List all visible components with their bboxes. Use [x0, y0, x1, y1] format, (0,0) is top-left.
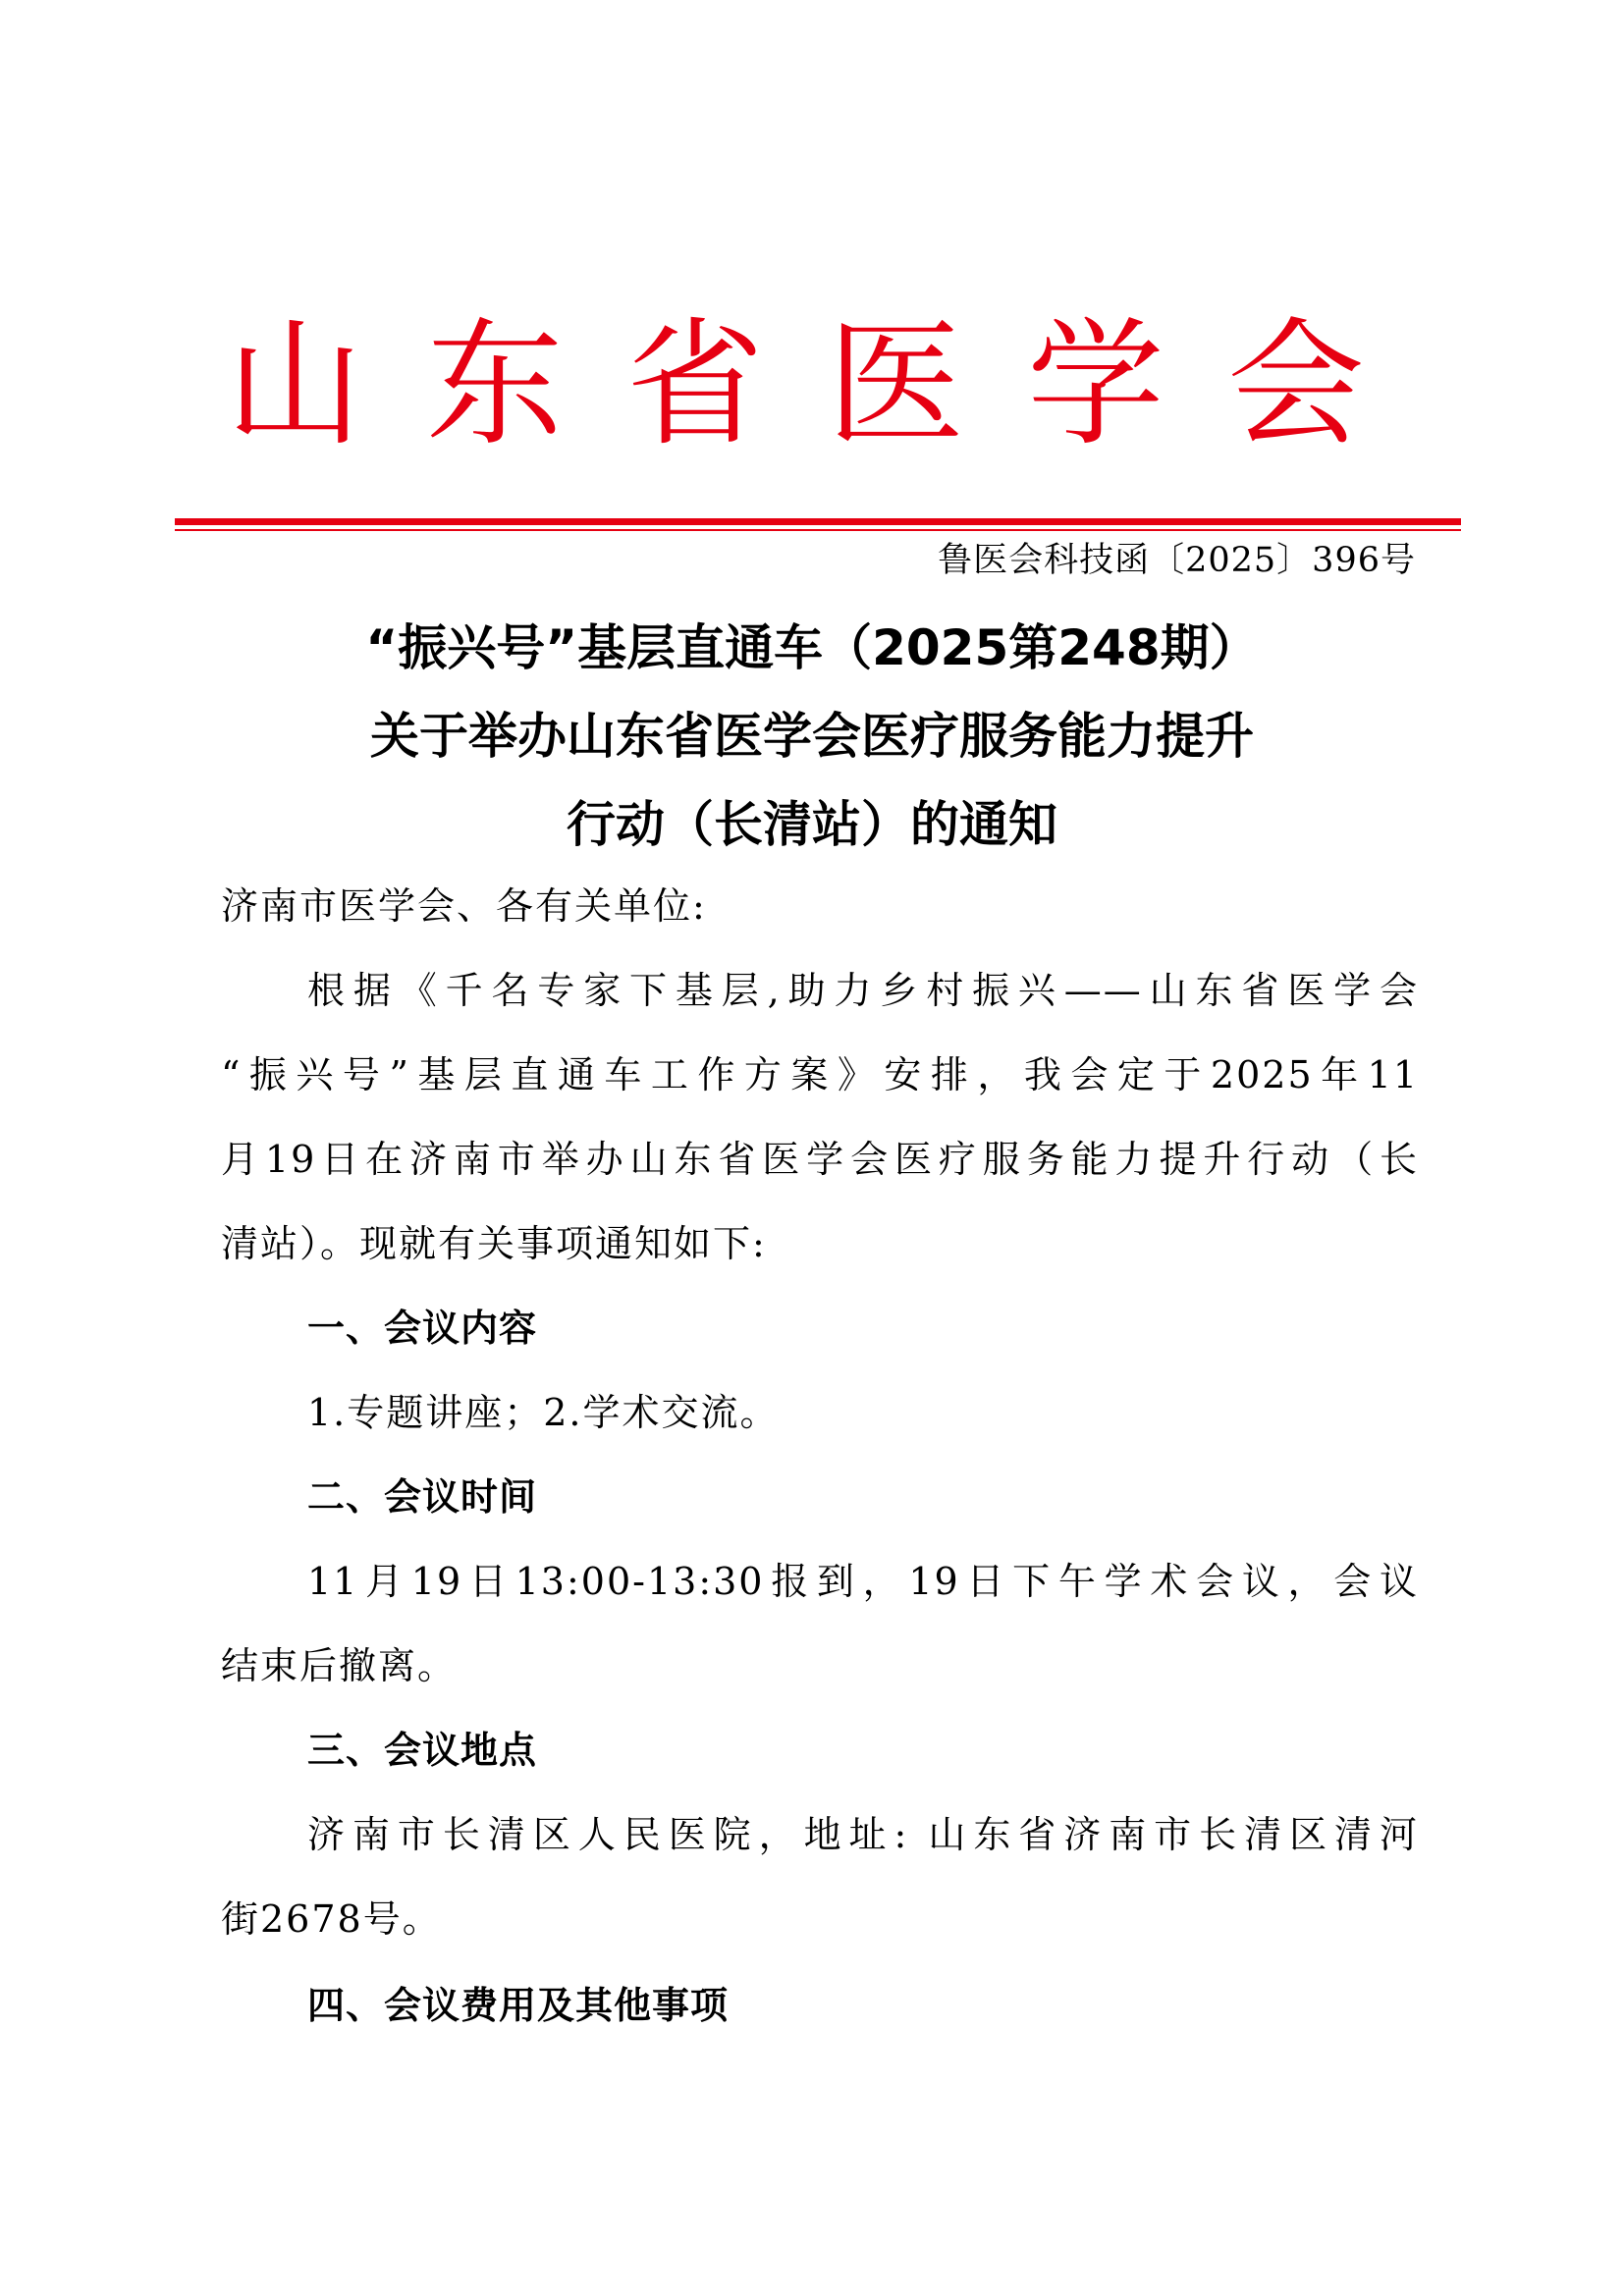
title-line-2: 关于举办山东省医学会医疗服务能力提升	[370, 708, 1254, 765]
letterhead-char: 医	[826, 305, 964, 465]
document-number: 鲁医会科技函〔2025〕396号	[938, 541, 1416, 580]
section-text-location-line-1: 济南市长清区人民医院，地址: 山东省济南市长清区清河	[307, 1813, 1419, 1856]
section-text-content: 1.专题讲座；2.学术交流。	[307, 1391, 780, 1434]
letterhead-char: 山	[226, 305, 364, 465]
section-heading-time: 二、会议时间	[307, 1475, 538, 1519]
letterhead-char: 学	[1026, 305, 1164, 465]
salutation: 济南市医学会、各有关单位:	[221, 884, 707, 928]
letterhead-char: 东	[425, 305, 564, 465]
letterhead	[226, 305, 1365, 465]
section-text-time-line-2: 结束后撤离。	[221, 1644, 458, 1687]
intro-line-3: 月19日在济南市举办山东省医学会医疗服务能力提升行动（长	[221, 1138, 1419, 1181]
intro-line-2: “振兴号”基层直通车工作方案》安排，我会定于2025年11	[221, 1053, 1419, 1096]
section-heading-location: 三、会议地点	[307, 1729, 538, 1772]
intro-line-4: 清站）。现就有关事项通知如下:	[221, 1222, 767, 1265]
letterhead-char: 省	[625, 305, 764, 465]
section-text-location-line-2: 街2678号。	[221, 1897, 442, 1941]
title-line-1: “振兴号”基层直通车（2025第248期）	[365, 619, 1259, 676]
letterhead-rule-thick	[175, 518, 1461, 525]
section-text-time-line-1: 11月19日13:00-13:30报到，19日下午学术会议，会议	[307, 1560, 1419, 1603]
title-line-3: 行动（长清站）的通知	[567, 796, 1057, 853]
section-heading-fees: 四、会议费用及其他事项	[307, 1984, 730, 2027]
section-heading-content: 一、会议内容	[307, 1307, 538, 1350]
intro-line-1: 根据《千名专家下基层,助力乡村振兴——山东省医学会	[307, 969, 1419, 1012]
letterhead-char: 会	[1226, 305, 1365, 465]
letterhead-rule-thin	[175, 529, 1461, 531]
